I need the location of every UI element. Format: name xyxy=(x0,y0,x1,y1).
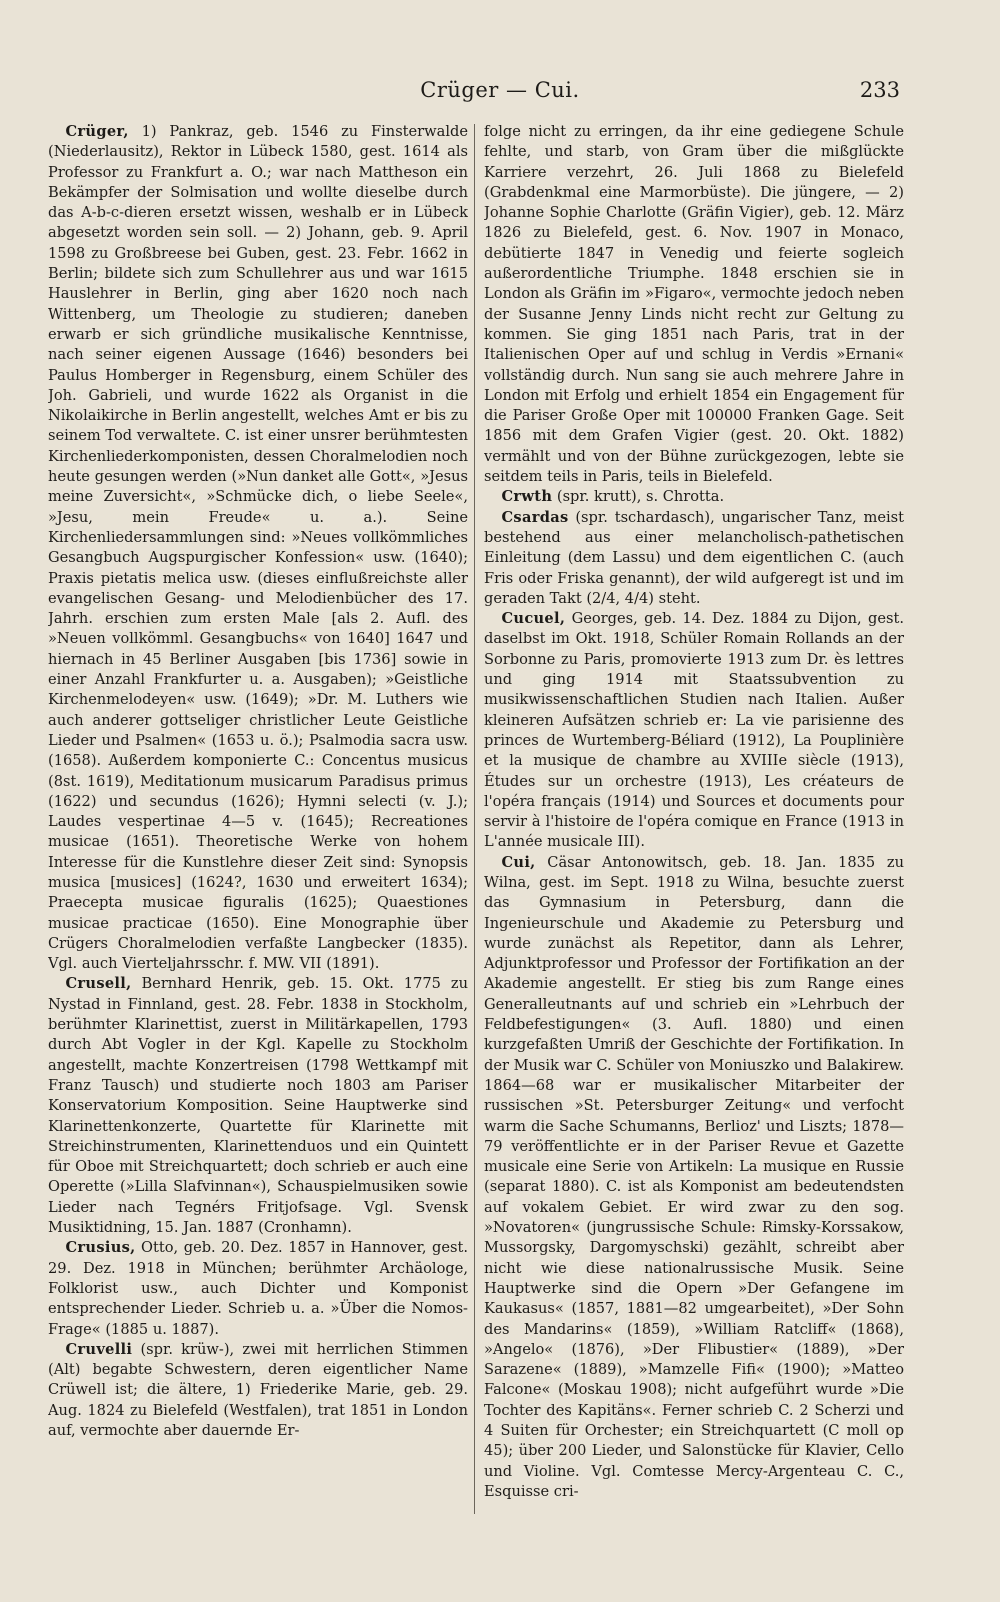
entry-headword: Cui, xyxy=(501,853,536,871)
page-header xyxy=(0,74,1000,114)
entry-crusell xyxy=(48,974,468,1238)
entry-text: Cäsar Antonowitsch, geb. 18. Jan. 1835 zu Wilna, gest. im Sept. 1918 zu Wilna, besuchte zuerst das Gymnasium in Petersburg, dann die Ingenieurschule und Akademie zu Petersburg und wurde zunächst als Repetitor, dann als Lehrer, Adjunktprofessor und Professor der Fortifikation an der Akademie angestellt. Er stieg bis zum Range eines Generalleutnants auf und schrieb ein »Lehrbuch der Feldbefestigungen« (3. Aufl. 1880) und einen kurzgefaßten Umriß der Geschichte der Fortifikation. In der Musik war C. Schüler von Moniuszko und Balakirew. 1864—68 war er musikalischer Mitarbeiter der russischen »St. Petersburger Zeitung« und verfocht warm die Sache Schumanns, Berlioz' und Liszts; 1878—79 veröffentlichte er in der Pariser Revue et Gazette musicale eine Serie von Artikeln: La musique en Russie (separat 1880). C. ist als Komponist am bedeutendsten auf vokalem Gebiet. Er wird zwar zu den sog. »Novatoren« (jungrussische Schule: Rimsky-Korssakow, Mussorgsky, Dargomyschski) gezählt, schreibt aber nicht wie diese nationalrussische Musik. Seine Hauptwerke sind die Opern »Der Gefangene im Kaukasus« (1857, 1881—82 umgearbeitet), »Der Sohn des Mandarins« (1859), »William Ratcliff« (1868), »Angelo« (1876), »Der Flibustier« (1889), »Der Sarazene« (1889), »Mamzelle Fifi« (1900); »Matteo Falcone« (Moskau 1908); nicht aufgeführt wurde »Die Tochter des Kapitäns«. Ferner schrieb C. 2 Scherzi und 4 Suiten für Orchester; ein Streichquartett (C moll op 45); über 200 Lieder, und Salonstücke für Klavier, Cello und Violine. Vgl. Comtesse Mercy-Argenteau C. C., Esquisse cri- xyxy=(484,853,904,1500)
entry-crusius xyxy=(48,1238,468,1339)
left-column xyxy=(48,122,468,1582)
entry-text: Bernhard Henrik, geb. 15. Okt. 1775 zu Nystad in Finnland, gest. 28. Febr. 1838 in Stockholm, berühmter Klarinettist, zuerst in Militärkapellen, 1793 durch Abt Vogler in der Kgl. Kapelle zu Stockholm angestellt, machte Konzertreisen (1798 Wettkampf mit Franz Tausch) und studierte noch 1803 am Pariser Konservatorium Komposition. Seine Hauptwerke sind Klarinettenkonzerte, Quartette für Klarinette mit Streichinstrumenten, Klarinettenduos und ein Quintett für Oboe mit Streichquartett; doch schrieb er auch eine Operette (»Lilla Slafvinnan«), Schauspielmusiken sowie Lieder nach Tegnérs Fritjofsage. Vgl. Svensk Musiktidning, 15. Jan. 1887 (Cronhamn). xyxy=(48,975,468,1237)
entry-text: Otto, geb. 20. Dez. 1857 in Hannover, gest. 29. Dez. 1918 in München; berühmter Archäologe, Folklorist usw., auch Dichter und Komponist entsprechender Lieder. Schrieb u. a. »Über die Nomos-Frage« (1885 u. 1887). xyxy=(48,1239,468,1338)
entry-csardas xyxy=(484,508,904,609)
entry-headword: Csardas xyxy=(501,508,569,526)
entry-cruvelli-continued xyxy=(484,122,904,487)
page-number: 233 xyxy=(859,78,900,102)
entry-text: (spr. krutt), s. Chrotta. xyxy=(552,488,725,506)
entry-headword: Crusell, xyxy=(65,975,132,993)
column-divider xyxy=(474,124,475,1514)
entry-text: (spr. krüw-), zwei mit herrlichen Stimmen (Alt) begabte Schwestern, deren eigentlicher Name Crüwell ist; die ältere, 1) Friederike Marie, geb. 29. Aug. 1824 zu Bielefeld (Westfalen), trat 1851 in London auf, vermochte aber dauernde Er- xyxy=(48,1340,468,1439)
entry-headword: Crwth xyxy=(501,488,553,506)
right-column xyxy=(484,122,904,1582)
entry-text: 1) Pankraz, geb. 1546 zu Finsterwalde (Niederlausitz), Rektor in Lübeck 1580, gest. 1614 als Professor zu Frankfurt a. O.; war nach Mattheson ein Bekämpfer der Solmisation und wollte dieselbe durch das A-b-c-dieren ersetzt wissen, weshalb er in Lübeck abgesetzt worden sein soll. — 2) Johann, geb. 9. April 1598 zu Großbreese bei Guben, gest. 23. Febr. 1662 in Berlin; bildete sich zum Schullehrer aus und war 1615 Hauslehrer in Berlin, ging aber 1620 noch nach Wittenberg, um Theologie zu studieren; daneben erwarb er sich gründliche musikalische Kenntnisse, nach seiner eigenen Aussage (1646) besonders bei Paulus Homberger in Regensburg, einem Schüler des Joh. Gabrieli, und wurde 1622 als Organist in die Nikolaikirche in Berlin angestellt, welches Amt er bis zu seinem Tod verwaltete. C. ist einer unsrer berühmtesten Kirchenliederkomponisten, dessen Choralmelodien noch heute gesungen werden (»Nun danket alle Gott«, »Jesus meine Zuversicht«, »Schmücke dich, o liebe Seele«, »Jesu, mein Freude« u. a.). Seine Kirchenliedersammlungen sind: »Neues vollkömmliches Gesangbuch Augspurgischer Konfession« usw. (1640); Praxis pietatis melica usw. (dieses einflußreichste aller evangelischen Gesang- und Melodienbücher des 17. Jahrh. erschien zum ersten Male [als 2. Aufl. des »Neuen vollkömml. Gesangbuchs« von 1640] 1647 und hiernach in 45 Berliner Ausgaben [bis 1736] sowie in einer Anzahl Frankfurter u. a. Ausgaben); »Geistliche Kirchenmelodeyen« usw. (1649); »Dr. M. Luthers wie auch anderer gottseliger christlicher Leute Geistliche Lieder und Psalmen« (1653 u. ö.); Psalmodia sacra usw. (1658). Außerdem komponierte C.: Concentus musicus (8st. 1619), Meditationum musicarum Paradisus primus (1622) und secundus (1626); Hymni selecti (v. J.); Laudes vespertinae 4—5 v. (1645); Recreationes musicae (1651). Theoretische Werke von hohem Interesse für die Kunstlehre dieser Zeit sind: Synopsis musica [musices] (1624?, 1630 und erweitert 1634); Praecepta musicae figuralis (1625); Quaestiones musicae practicae (1650). Eine Monographie über Crügers Choralmelodien verfaßte Langbecker (1835). Vgl. auch Vierteljahrsschr. f. MW. VII (1891). xyxy=(48,123,468,973)
entry-headword: Cruvelli xyxy=(65,1340,133,1358)
entry-headword: Crüger, xyxy=(65,123,129,140)
entry-text: Georges, geb. 14. Dez. 1884 zu Dijon, gest. daselbst im Okt. 1918, Schüler Romain Rollands an der Sorbonne zu Paris, promovierte 1913 zum Dr. ès lettres und ging 1914 mit Staatssubvention zu musikwissenschaftlichen Studien nach Italien. Außer kleineren Aufsätzen schrieb er: La vie parisienne des princes de Wurtemberg-Béliard (1912), La Pouplinière et la musique de chambre au XVIIIe siècle (1913), Études sur un orchestre (1913), Les créateurs de l'opéra français (1914) und Sources et documents pour servir à l'histoire de l'opéra comique en France (1913 in L'année musicale III). xyxy=(484,610,904,851)
entry-crwth xyxy=(484,487,904,507)
entry-text: (spr. tschardasch), ungarischer Tanz, meist bestehend aus einer melancholisch-pathetischen Einleitung (dem Lassu) und dem eigentlichen C. (auch Fris oder Friska genannt), der wild aufgeregt ist und im geraden Takt (2/4, 4/4) steht. xyxy=(484,508,904,607)
entry-crueger xyxy=(48,122,468,974)
entry-cruvelli xyxy=(48,1340,468,1441)
entry-cui xyxy=(484,853,904,1503)
entry-headword: Cucuel, xyxy=(501,610,566,628)
running-head: Crüger — Cui. xyxy=(420,78,580,102)
entry-headword: Crusius, xyxy=(65,1239,136,1257)
entry-text: folge nicht zu erringen, da ihr eine gediegene Schule fehlte, und starb, von Gram über die mißglückte Karriere verzehrt, 26. Juli 1868 zu Bielefeld (Grabdenkmal eine Marmorbüste). Die jüngere, — 2) Johanne Sophie Charlotte (Gräfin Vigier), geb. 12. März 1826 zu Bielefeld, gest. 6. Nov. 1907 in Monaco, debütierte 1847 in Venedig und feierte sogleich außerordentliche Triumphe. 1848 erschien sie in London als Gräfin im »Figaro«, vermochte jedoch neben der Susanne Jenny Linds nicht recht zur Geltung zu kommen. Sie ging 1851 nach Paris, trat in der Italienischen Oper auf und schlug in Verdis »Ernani« vollständig durch. Nun sang sie auch mehrere Jahre in London mit Erfolg und erhielt 1854 ein Engagement für die Pariser Große Oper mit 100000 Franken Gage. Seit 1856 mit dem Grafen Vigier (gest. 20. Okt. 1882) vermählt und von der Bühne zurückgezogen, lebte sie seitdem teils in Paris, teils in Bielefeld. xyxy=(484,123,904,486)
entry-cucuel xyxy=(484,609,904,853)
